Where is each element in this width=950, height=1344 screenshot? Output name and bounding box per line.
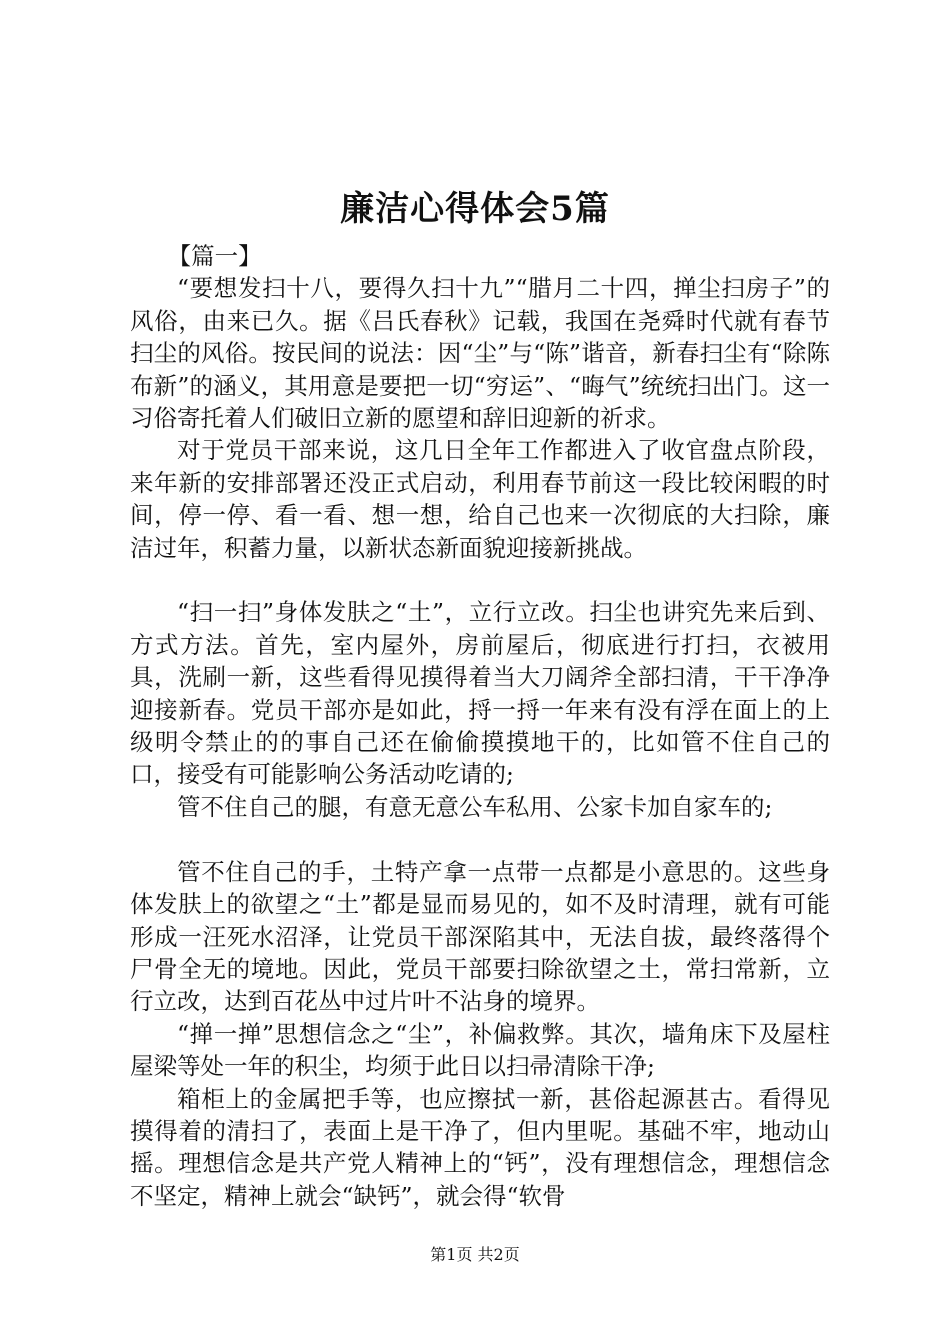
paragraph: 管不住自己的手，土特产拿一点带一点都是小意思的。这些身体发肤上的欲望之“土”都是显而易见的，如不及时清理，就有可能形成一汪死水沼泽，让党员干部深陷其中，无法自拔，最终落得个尸骨全无的境地。因此，党员干部要扫除欲望之土，常扫常新，立行立改，达到百花丛中过片叶不沾身的境界。: [130, 857, 830, 1016]
paragraph: 箱柜上的金属把手等，也应擦拭一新，甚俗起源甚古。看得见摸得着的清扫了，表面上是干净了，但内里呢。基础不牢，地动山摇。理想信念是共产党人精神上的“钙”，没有理想信念，理想信念不坚定，精神上就会“缺钙”，就会得“软骨: [130, 1084, 830, 1210]
document-title: 廉洁心得体会5篇: [340, 189, 610, 229]
paragraph: “要想发扫十八，要得久扫十九”“腊月二十四，掸尘扫房子”的风俗，由来已久。据《吕氏春秋》记载，我国在尧舜时代就有春节扫尘的风俗。按民间的说法：因“尘”与“陈”谐音，新春扫尘有“除陈布新”的涵义，其用意是要把一切“穷运”、“晦气”统统扫出门。这一习俗寄托着人们破旧立新的愿望和辞旧迎新的祈求。: [130, 274, 830, 433]
paragraph: 对于党员干部来说，这几日全年工作都进入了收官盘点阶段，来年新的安排部署还没正式启动，利用春节前这一段比较闲暇的时间，停一停、看一看、想一想，给自己也来一次彻底的大扫除，廉洁过年，积蓄力量，以新状态新面貌迎接新挑战。: [130, 436, 830, 562]
document-body: [130, 240, 830, 1212]
paragraph: “扫一扫”身体发肤之“土”，立行立改。扫尘也讲究先来后到、方式方法。首先，室内屋外，房前屋后，彻底进行打扫，衣被用具，洗刷一新，这些看得见摸得着当大刀阔斧全部扫清，干干净净迎接新春。党员干部亦是如此，捋一捋一年来有没有浮在面上的上级明令禁止的的事自己还在偷偷摸摸地干的，比如管不住自己的口，接受有可能影响公务活动吃请的;: [130, 598, 830, 789]
paragraph: “掸一掸”思想信念之“尘”，补偏救弊。其次，墙角床下及屋柱屋梁等处一年的积尘，均须于此日以扫帚清除干净;: [130, 1019, 830, 1081]
paragraph: 管不住自己的腿，有意无意公车私用、公家卡加自家车的;: [177, 792, 773, 821]
page-footer: 第1页 共2页: [430, 1245, 520, 1264]
section-label: 【篇一】: [167, 242, 262, 270]
